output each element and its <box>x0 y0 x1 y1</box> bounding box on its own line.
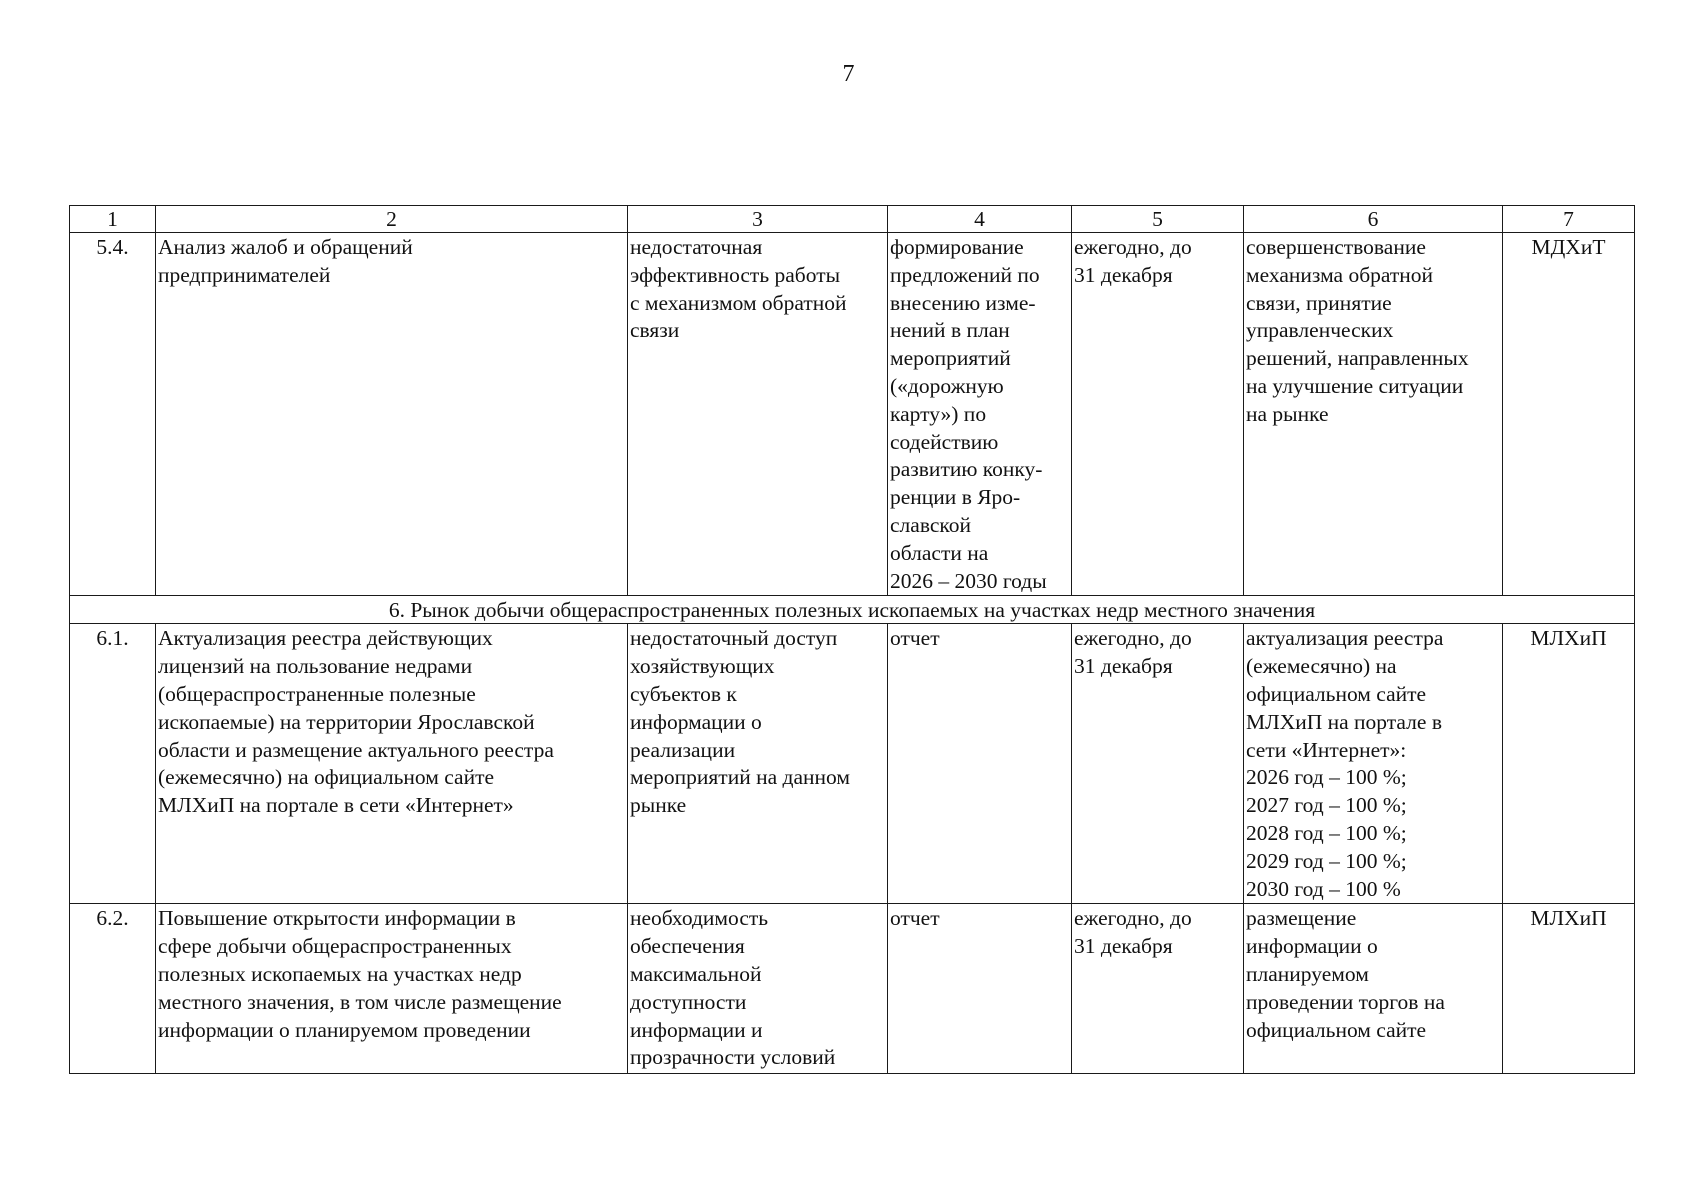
text-line: эффективность работы <box>630 262 841 287</box>
text-line: мероприятий на данном <box>630 765 850 790</box>
table-row-6-2 <box>70 904 1635 1074</box>
text-line: местного значения, в том числе размещение <box>158 989 562 1014</box>
text-line: нений в план <box>890 318 1010 343</box>
text-line: связи, принятие <box>1246 290 1392 315</box>
text-line: официальном сайте <box>1246 681 1427 706</box>
problem-cell <box>628 904 888 1074</box>
event-cell <box>156 624 628 904</box>
text-line: 2030 год – 100 % <box>1246 876 1401 901</box>
text-line: прозрачности условий <box>630 1045 836 1070</box>
text-line: полезных ископаемых на участках недр <box>158 961 522 986</box>
text-line: ежегодно, до <box>1074 906 1192 931</box>
table-body <box>70 233 1635 1074</box>
problem-cell <box>628 624 888 904</box>
text-line: (общераспространенные полезные <box>158 681 476 706</box>
text-line: информации о <box>1246 934 1378 959</box>
text-line: актуализация реестра <box>1246 626 1444 651</box>
text-line: лицензий на пользование недрами <box>158 654 473 679</box>
text-line: на рынке <box>1246 401 1329 426</box>
indicator-cell <box>1244 624 1503 904</box>
text-line: проведении торгов на <box>1246 989 1445 1014</box>
header-col-1: 1 <box>70 206 156 233</box>
text-line: недостаточный доступ <box>630 626 838 651</box>
text-line: информации и <box>630 1017 763 1042</box>
row-number: 6.2. <box>70 904 156 1074</box>
row-number: 6.1. <box>70 624 156 904</box>
result-cell <box>888 233 1072 596</box>
text-line: («дорожную <box>890 373 1004 398</box>
text-line: сети «Интернет»: <box>1246 737 1407 762</box>
indicator-cell <box>1244 233 1503 596</box>
text-line: 2029 год – 100 %; <box>1246 848 1407 873</box>
text-line: предпринимателей <box>158 262 331 287</box>
table-header <box>70 206 1635 233</box>
text-line: на улучшение ситуации <box>1246 373 1464 398</box>
deadline-cell <box>1072 624 1244 904</box>
table-row-6-1 <box>70 624 1635 904</box>
text-line: необходимость <box>630 906 769 931</box>
text-line: с механизмом обратной <box>630 290 847 315</box>
text-line: МЛХиП на портале в <box>1246 709 1442 734</box>
text-line: информации о планируемом проведении <box>158 1017 531 1042</box>
text-line: карту») по <box>890 401 987 426</box>
text-line: Повышение открытости информации в <box>158 906 516 931</box>
text-line: (ежемесячно) на <box>1246 654 1397 679</box>
text-line: 2027 год – 100 %; <box>1246 793 1407 818</box>
responsible-cell: МДХиТ <box>1503 233 1635 596</box>
text-line: максимальной <box>630 961 762 986</box>
text-line: формирование <box>890 235 1024 259</box>
text-line: ежегодно, до <box>1074 235 1192 259</box>
section-title: 6. Рынок добычи общераспространенных полезных ископаемых на участках недр местного значения <box>70 596 1635 624</box>
text-line: ежегодно, до <box>1074 626 1192 651</box>
row-number: 5.4. <box>70 233 156 596</box>
table-row-5-4 <box>70 233 1635 596</box>
text-line: рынке <box>630 793 687 818</box>
text-line: реализации <box>630 737 736 762</box>
text-line: 2026 – 2030 годы <box>890 568 1047 593</box>
text-line: совершенствование <box>1246 235 1426 259</box>
problem-cell <box>628 233 888 596</box>
section-row-6 <box>70 596 1635 624</box>
text-line: доступности <box>630 989 747 1014</box>
text-line: планируемом <box>1246 961 1369 986</box>
text-line: области и размещение актуального реестра <box>158 737 554 762</box>
header-row <box>70 206 1635 233</box>
text-line: механизма обратной <box>1246 262 1434 287</box>
indicator-cell <box>1244 904 1503 1074</box>
text-line: связи <box>630 318 680 343</box>
text-line: хозяйствующих <box>630 654 775 679</box>
text-line: 31 декабря <box>1074 934 1173 959</box>
deadline-cell <box>1072 904 1244 1074</box>
text-line: ренции в Яро- <box>890 485 1021 510</box>
text-line: субъектов к <box>630 681 737 706</box>
text-line: 31 декабря <box>1074 262 1173 287</box>
text-line: Актуализация реестра действующих <box>158 626 493 651</box>
text-line: предложений по <box>890 262 1040 287</box>
header-col-6: 6 <box>1244 206 1503 233</box>
text-line: размещение <box>1246 906 1357 931</box>
text-line: отчет <box>890 906 940 931</box>
event-cell <box>156 233 628 596</box>
header-col-5: 5 <box>1072 206 1244 233</box>
header-col-3: 3 <box>628 206 888 233</box>
text-line: управленческих <box>1246 318 1394 343</box>
text-line: МЛХиП на портале в сети «Интернет» <box>158 793 514 818</box>
action-plan-table <box>69 205 1635 1074</box>
text-line: 2028 год – 100 %; <box>1246 820 1407 845</box>
result-cell <box>888 904 1072 1074</box>
event-cell <box>156 904 628 1074</box>
text-line: 2026 год – 100 %; <box>1246 765 1407 790</box>
deadline-cell <box>1072 233 1244 596</box>
text-line: обеспечения <box>630 934 745 959</box>
responsible-cell: МЛХиП <box>1503 624 1635 904</box>
text-line: внесению изме- <box>890 290 1036 315</box>
text-line: (ежемесячно) на официальном сайте <box>158 765 495 790</box>
page-number: 7 <box>842 61 855 87</box>
text-line: решений, направленных <box>1246 346 1469 371</box>
text-line: сфере добычи общераспространенных <box>158 934 512 959</box>
text-line: области на <box>890 540 989 565</box>
text-line: информации о <box>630 709 762 734</box>
result-cell <box>888 624 1072 904</box>
text-line: содействию <box>890 429 999 454</box>
text-line: Анализ жалоб и обращений <box>158 235 413 259</box>
header-col-7: 7 <box>1503 206 1635 233</box>
text-line: мероприятий <box>890 346 1011 371</box>
text-line: развитию конку- <box>890 457 1043 482</box>
header-col-2: 2 <box>156 206 628 233</box>
text-line: отчет <box>890 626 940 651</box>
text-line: 31 декабря <box>1074 654 1173 679</box>
header-col-4: 4 <box>888 206 1072 233</box>
text-line: официальном сайте <box>1246 1017 1427 1042</box>
text-line: славской <box>890 512 971 537</box>
text-line: ископаемые) на территории Ярославской <box>158 709 535 734</box>
text-line: недостаточная <box>630 235 763 259</box>
responsible-cell: МЛХиП <box>1503 904 1635 1074</box>
